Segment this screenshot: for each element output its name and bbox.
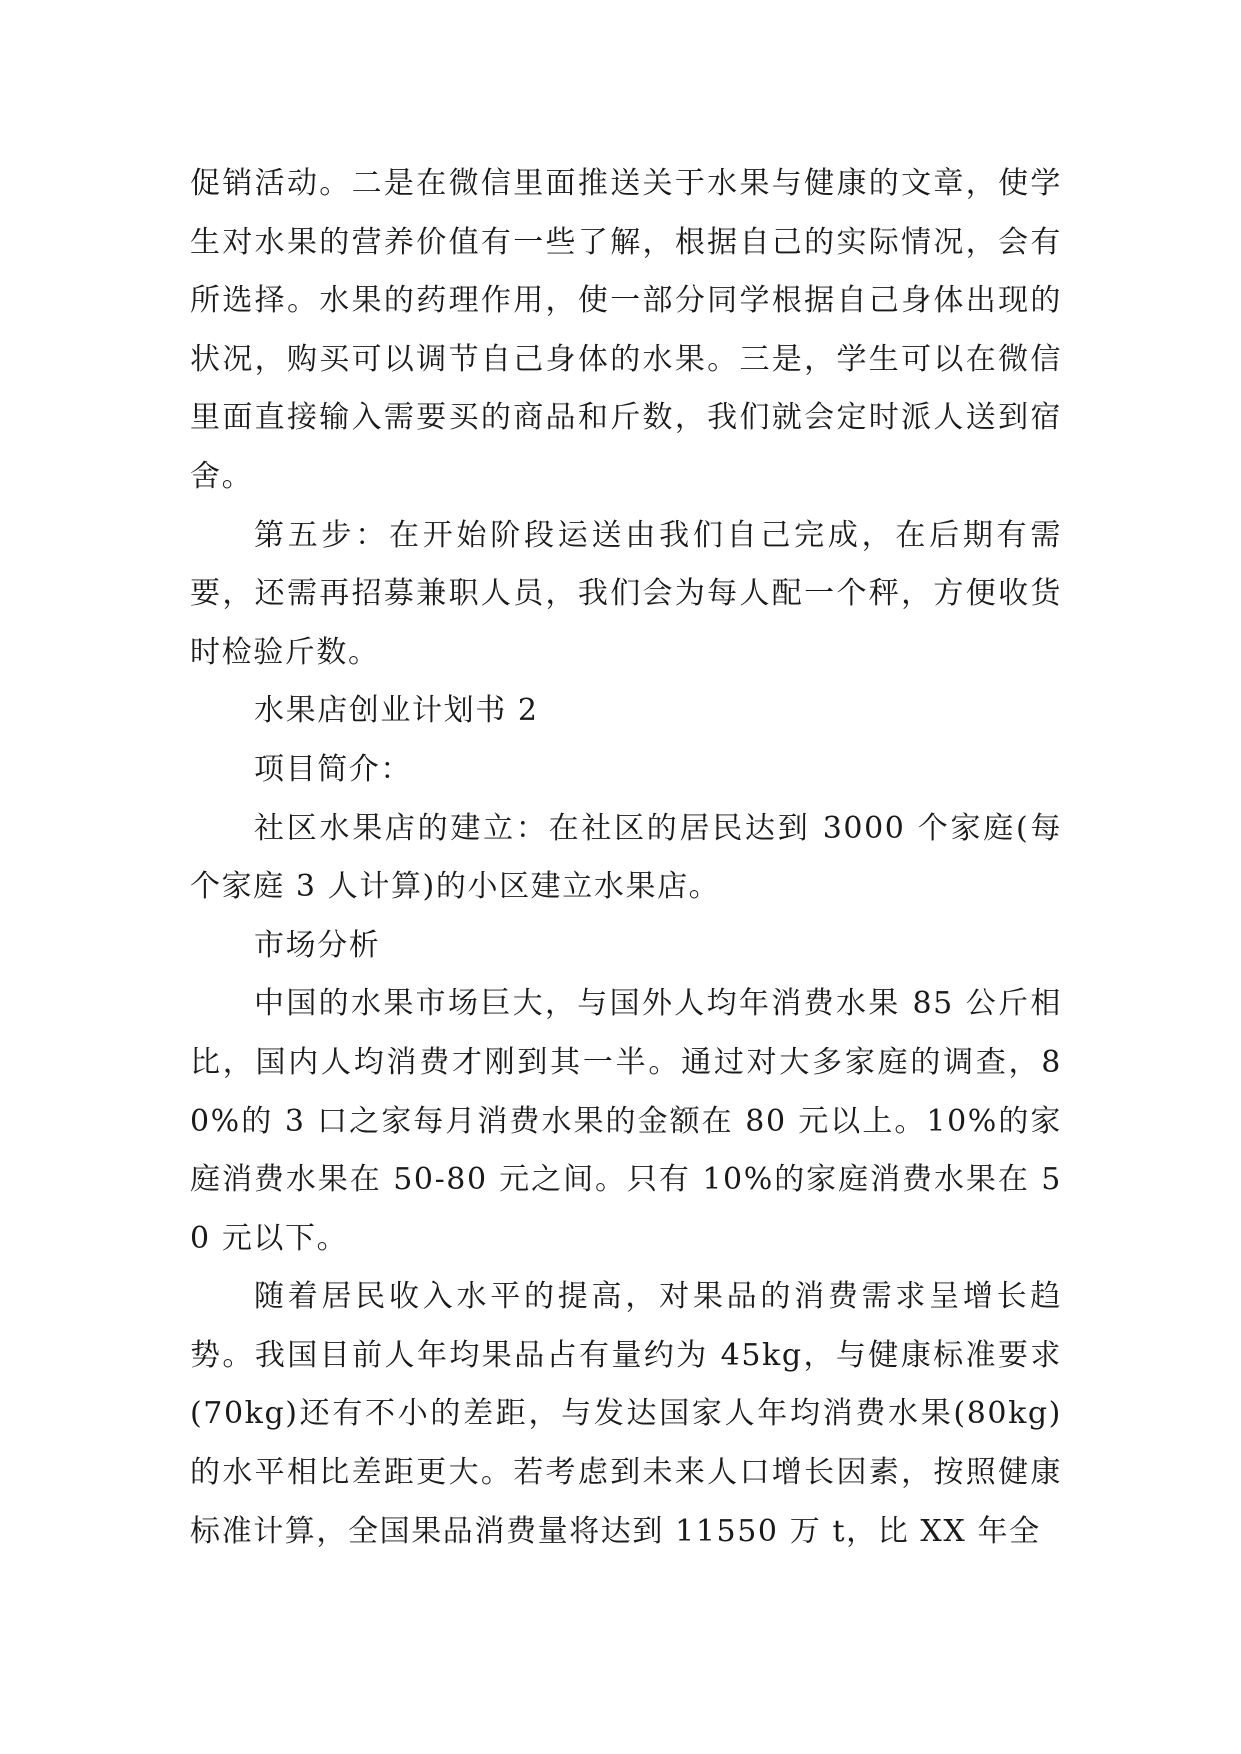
paragraph-consumption-trend: 随着居民收入水平的提高，对果品的消费需求呈增长趋势。我国目前人年均果品占有量约为 45kg，与健康标准要求(70kg)还有不小的差距，与发达国家人年均消费水果(80kg)的水平相比差距更大。若考虑到未来人口增长因素，按照健康标准计算，全国果品消费量将达到 11550 万 t，比 XX 年全 [190,1279,1062,1549]
paragraph-step-five: 第五步：在开始阶段运送由我们自己完成，在后期有需要，还需再招募兼职人员，我们会为每人配一个秤，方便收货时检验斤数。 [190,517,1062,670]
paragraph-community-store: 社区水果店的建立：在社区的居民达到 3000 个家庭(每个家庭 3 人计算)的小区建立水果店。 [190,810,1062,905]
paragraph-promotion-continued: 促销活动。二是在微信里面推送关于水果与健康的文章，使学生对水果的营养价值有一些了解，根据自己的实际情况，会有所选择。水果的药理作用，使一部分同学根据自己身体出现的状况，购买可以调节自己身体的水果。三是，学生可以在微信里面直接输入需要买的商品和斤数，我们就会定时派人送到宿舍。 [190,166,1062,494]
section-title-plan-2: 水果店创业计划书 2 [254,693,539,729]
heading-market-analysis: 市场分析 [254,927,381,963]
document-body [190,155,1062,1561]
heading-project-intro: 项目简介： [254,751,412,787]
paragraph-china-market: 中国的水果市场巨大，与国外人均年消费水果 85 公斤相比，国内人均消费才刚到其一半。通过对大多家庭的调查，80%的 3 口之家每月消费水果的金额在 80 元以上。10%的家庭消费水果在 50-80 元之间。只有 10%的家庭消费水果在 50 元以下。 [190,986,1062,1256]
